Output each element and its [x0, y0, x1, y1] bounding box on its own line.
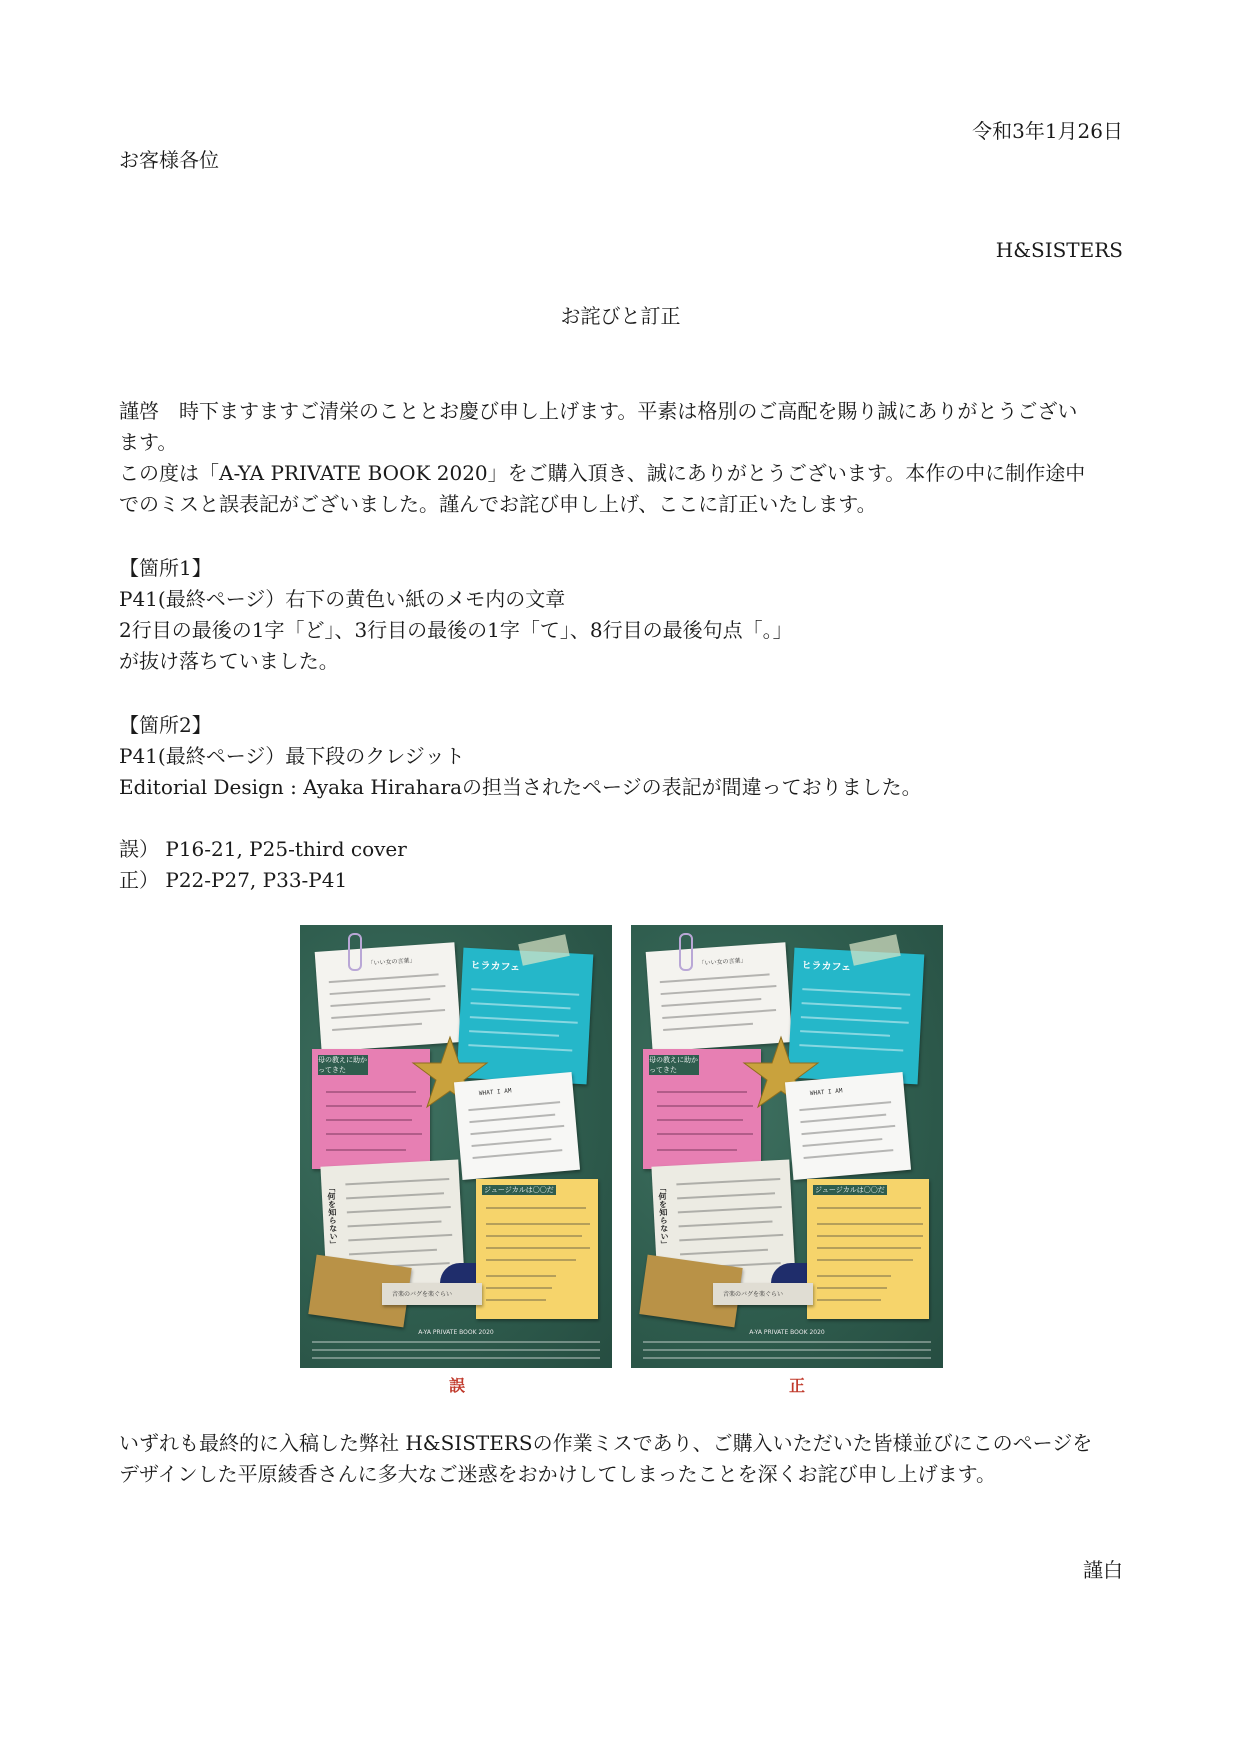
- caption-correct: 正: [789, 1376, 806, 1395]
- addressee: お客様各位: [119, 148, 219, 172]
- caption-wrong: 誤: [449, 1376, 466, 1395]
- notebook-title: WHAT I AM: [478, 1087, 512, 1098]
- yellow-note: [476, 1179, 598, 1319]
- paperclip-icon: [348, 933, 362, 971]
- section2-line-1: P41(最終ページ）最下段のクレジット: [119, 744, 465, 768]
- strip-text: 音楽のバグを楽ぐらい: [392, 1291, 453, 1298]
- lined-paper-title: 「何を知らない」: [326, 1183, 339, 1249]
- intro-line-1: 謹啓 時下ますますご清栄のこととお慶び申し上げます。平素は格別のご高配を賜り誠にありがとうござい: [119, 399, 1078, 423]
- letter-title: お詫びと訂正: [560, 304, 681, 328]
- page-image-correct: [631, 925, 943, 1368]
- section1-heading: 【箇所1】: [119, 556, 212, 580]
- paper-strip: [713, 1283, 813, 1305]
- paper-strip: [382, 1283, 482, 1305]
- teal-card-title: ヒラカフェ: [470, 960, 521, 974]
- yellow-note-title: ジュージカルは〇〇だ: [484, 1186, 554, 1194]
- memo-title: 「いい女の言葉」: [367, 956, 416, 968]
- intro-line-4: でのミスと誤表記がございました。謹んでお詫び申し上げ、ここに訂正いたします。: [119, 492, 877, 516]
- book-title: A-YA PRIVATE BOOK 2020: [418, 1329, 494, 1336]
- intro-line-3: この度は「A-YA PRIVATE BOOK 2020」をご購入頂き、誠にありがとうございます。本作の中に制作途中: [119, 461, 1086, 485]
- page-image-wrong: [300, 925, 612, 1368]
- memo-title: 「いい女の言葉」: [698, 956, 747, 968]
- notebook-paper: [454, 1072, 580, 1180]
- wrong-pages: 誤） P16-21, P25-third cover: [119, 837, 407, 861]
- yellow-note-title: ジュージカルは〇〇だ: [815, 1186, 885, 1194]
- strip-text: 音楽のバグを楽ぐらい: [723, 1291, 784, 1298]
- intro-line-2: ます。: [119, 430, 178, 454]
- section2-line-2: Editorial Design : Ayaka Hiraharaの担当されたページの表記が間違っておりました。: [119, 775, 922, 799]
- closing-line-1: いずれも最終的に入稿した弊社 H&SISTERSの作業ミスであり、ご購入いただいた皆様並びにこのページを: [119, 1431, 1093, 1455]
- notebook-paper: [785, 1072, 911, 1180]
- book-title: A-YA PRIVATE BOOK 2020: [749, 1329, 825, 1336]
- correct-pages: 正） P22-P27, P33-P41: [119, 868, 348, 892]
- yellow-note: [807, 1179, 929, 1319]
- notebook-title: WHAT I AM: [809, 1087, 843, 1098]
- pink-note-title: 母の教えに助かってきた: [649, 1056, 698, 1074]
- teal-card-title: ヒラカフェ: [801, 960, 852, 974]
- sender-name: H&SISTERS: [995, 238, 1123, 262]
- section1-line-1: P41(最終ページ）右下の黄色い紙のメモ内の文章: [119, 587, 566, 611]
- section2-heading: 【箇所2】: [119, 713, 212, 737]
- closing-sign: 謹白: [1083, 1558, 1123, 1582]
- pink-note-title: 母の教えに助かってきた: [318, 1056, 367, 1074]
- letter-date: 令和3年1月26日: [972, 119, 1123, 143]
- closing-line-2: デザインした平原綾香さんに多大なご迷惑をおかけしてしまったことを深くお詫び申し上げます。: [119, 1462, 996, 1486]
- section1-line-3: が抜け落ちていました。: [119, 649, 339, 673]
- lined-paper-title: 「何を知らない」: [657, 1183, 670, 1249]
- paperclip-icon: [679, 933, 693, 971]
- section1-line-2: 2行目の最後の1字「ど」、3行目の最後の1字「て」、8行目の最後句点「。」: [119, 618, 793, 642]
